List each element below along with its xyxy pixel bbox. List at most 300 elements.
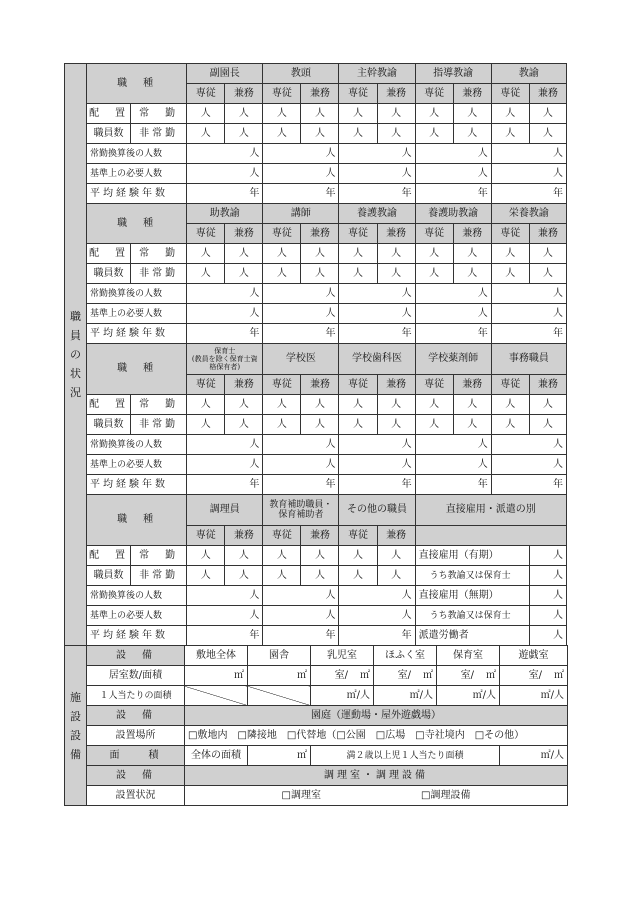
hijoukin-label: 非常勤	[131, 124, 187, 144]
area-label: 居室数/面積	[87, 666, 185, 686]
staff-count-field[interactable]: 人	[339, 104, 377, 124]
employment-title: 直接雇用・派遣の別	[415, 495, 566, 526]
kennin-label: 兼務	[301, 526, 339, 546]
employment-direct-open: 直接雇用（無期）	[415, 586, 529, 606]
room-name: 園舎	[248, 646, 311, 666]
section-char: 職	[70, 310, 82, 323]
total-area-field[interactable]: ㎡	[248, 746, 311, 766]
staff-total-field[interactable]: 人	[339, 455, 415, 475]
staff-total-field[interactable]: 年	[491, 184, 566, 204]
heikin-label: 平均経験年数	[87, 184, 187, 204]
diagonal-cell	[248, 686, 311, 706]
kijun-label: 基準上の必要人数	[87, 304, 187, 324]
building-area-field[interactable]: ㎡	[248, 666, 311, 686]
shokuinsu-label: 職員数	[87, 264, 131, 284]
kitchen-install-row	[65, 786, 568, 806]
staff-total-field[interactable]: 人	[415, 455, 491, 475]
job-title: 養護教諭	[339, 204, 415, 224]
staff-total-field[interactable]: 人	[187, 304, 263, 324]
staff-total-field[interactable]: 人	[491, 284, 566, 304]
staff-total-field[interactable]: 年	[491, 324, 566, 344]
staff-count-field[interactable]: 人	[225, 104, 263, 124]
staff-total-field[interactable]: 年	[187, 626, 263, 646]
setsubi-label: 設 備	[87, 766, 185, 786]
staff-count-field[interactable]: 人	[225, 415, 263, 435]
staff-count-field[interactable]: 人	[529, 124, 566, 144]
heikin-row	[65, 324, 567, 344]
staff-header-row	[65, 64, 567, 84]
job-title: 栄養教諭	[491, 204, 566, 224]
staff-count-field[interactable]: 人	[187, 264, 225, 284]
staff-count-field[interactable]: 人	[415, 244, 453, 264]
over2-area-field[interactable]: ㎡/人	[500, 746, 568, 766]
staff-total-field[interactable]: 人	[339, 304, 415, 324]
m2-unit: ㎡	[423, 669, 433, 681]
kansan-label: 常勤換算後の人数	[87, 284, 187, 304]
staff-total-field[interactable]: 人	[187, 164, 263, 184]
staff-count-field[interactable]: 人	[263, 395, 301, 415]
hijoukin-row	[65, 124, 567, 144]
job-title: 事務職員	[491, 344, 566, 375]
kennin-label: 兼務	[453, 84, 491, 104]
room-count-area-field[interactable]	[374, 666, 437, 686]
staff-count-field[interactable]: 人	[377, 124, 415, 144]
senju-label: 専従	[339, 526, 377, 546]
staff-count-field[interactable]: 人	[453, 264, 491, 284]
kennin-label: 兼務	[529, 224, 566, 244]
staff-total-field[interactable]: 人	[263, 284, 339, 304]
room-count-area-field[interactable]	[500, 666, 568, 686]
area-row-label: 面 積	[87, 746, 185, 766]
staff-count-field[interactable]: 人	[339, 244, 377, 264]
staff-total-field[interactable]: 年	[339, 184, 415, 204]
person-unit: 人	[529, 626, 566, 646]
per-person-field[interactable]: ㎡/人	[500, 686, 568, 706]
hijoukin-label: 非常勤	[131, 566, 187, 586]
staff-count-field[interactable]: 人	[377, 395, 415, 415]
senju-label: 専従	[263, 84, 301, 104]
staff-total-field[interactable]: 年	[415, 184, 491, 204]
staff-total-field[interactable]: 人	[339, 435, 415, 455]
kansan-row	[65, 284, 567, 304]
kennin-label: 兼務	[301, 224, 339, 244]
joukin-label: 常 勤	[131, 395, 187, 415]
hijoukin-row	[65, 415, 567, 435]
staff-total-field[interactable]: 年	[491, 475, 566, 495]
staff-count-field[interactable]: 人	[491, 104, 529, 124]
staff-count-field[interactable]: 人	[339, 415, 377, 435]
staff-count-field[interactable]: 人	[301, 244, 339, 264]
per-person-field[interactable]: ㎡/人	[374, 686, 437, 706]
room-count-area-field[interactable]	[437, 666, 500, 686]
heikin-label: 平均経験年数	[87, 475, 187, 495]
staff-total-field[interactable]: 人	[491, 144, 566, 164]
staff-count-field[interactable]: 人	[339, 546, 377, 566]
person-unit: 人	[529, 566, 566, 586]
job-title: 講師	[263, 204, 339, 224]
haichi-label: 配 置	[87, 104, 131, 124]
joukin-row	[65, 546, 567, 566]
staff-total-field[interactable]: 人	[491, 164, 566, 184]
staff-total-field[interactable]: 人	[187, 435, 263, 455]
m2-unit: ㎡	[360, 669, 370, 681]
joukin-row	[65, 244, 567, 264]
haichi-label: 配 置	[87, 244, 131, 264]
job-title: 教頭	[263, 64, 339, 84]
heikin-row	[65, 475, 567, 495]
staff-total-field[interactable]: 人	[491, 455, 566, 475]
staff-count-field[interactable]: 人	[301, 395, 339, 415]
staff-total-field[interactable]: 人	[415, 304, 491, 324]
staff-header-row	[65, 204, 567, 224]
staff-count-field[interactable]: 人	[377, 244, 415, 264]
staff-count-field[interactable]: 人	[263, 124, 301, 144]
room-count-area-field[interactable]	[311, 666, 374, 686]
staff-count-field[interactable]: 人	[187, 566, 225, 586]
staff-total-field[interactable]: 年	[415, 324, 491, 344]
section-char: 施	[70, 690, 81, 704]
staff-count-field[interactable]: 人	[187, 546, 225, 566]
staff-header-row	[65, 495, 567, 526]
staff-count-field[interactable]: 人	[529, 264, 566, 284]
job-title: 保育士 (教員を除く保育士資格保有者)	[187, 344, 263, 375]
staff-count-field[interactable]: 人	[187, 104, 225, 124]
haichi-label: 配 置	[87, 395, 131, 415]
staff-total-field[interactable]: 人	[339, 606, 415, 626]
location-row	[65, 726, 568, 746]
room-unit: 室/	[460, 669, 474, 681]
staff-count-field[interactable]: 人	[453, 415, 491, 435]
kennin-label: 兼務	[225, 224, 263, 244]
diagonal-cell	[185, 686, 248, 706]
staff-count-field[interactable]: 人	[377, 264, 415, 284]
section-char: 員	[70, 329, 82, 342]
staff-total-field[interactable]: 年	[415, 475, 491, 495]
staff-total-field[interactable]: 年	[263, 475, 339, 495]
staff-count-field[interactable]: 人	[263, 546, 301, 566]
room-name: 遊戯室	[500, 646, 568, 666]
kennin-label: 兼務	[225, 526, 263, 546]
facility-section-text	[70, 688, 82, 764]
location-options[interactable]: □敷地内 □隣接地 □代替地（□公園 □広場 □寺社境内 □その他）	[185, 726, 568, 746]
staff-total-field[interactable]: 年	[339, 475, 415, 495]
kijun-row	[65, 455, 567, 475]
staff-count-field[interactable]: 人	[301, 415, 339, 435]
staff-count-field[interactable]: 人	[187, 415, 225, 435]
kijun-row	[65, 304, 567, 324]
staff-count-field[interactable]: 人	[377, 546, 415, 566]
garden-title: 園庭（運動場・屋外遊戯場）	[185, 706, 568, 726]
kennin-label: 兼務	[225, 84, 263, 104]
staff-total-field[interactable]: 人	[263, 455, 339, 475]
staff-count-field[interactable]: 人	[225, 124, 263, 144]
job-title: 養護助教諭	[415, 204, 491, 224]
staff-total-field[interactable]: 人	[415, 164, 491, 184]
staff-count-field[interactable]: 人	[301, 546, 339, 566]
kennin-label: 兼務	[453, 224, 491, 244]
hijoukin-label: 非常勤	[131, 264, 187, 284]
senju-label: 専従	[263, 224, 301, 244]
staff-count-field[interactable]: 人	[453, 104, 491, 124]
staff-count-field[interactable]: 人	[301, 124, 339, 144]
joukin-label: 常 勤	[131, 244, 187, 264]
kansan-label: 常勤換算後の人数	[87, 435, 187, 455]
kennin-label: 兼務	[301, 375, 339, 395]
job-title: 学校医	[263, 344, 339, 375]
room-unit: 室/	[528, 669, 542, 681]
staff-total-field[interactable]: 人	[187, 586, 263, 606]
hijoukin-row	[65, 566, 567, 586]
kansan-row	[65, 144, 567, 164]
room-name: ほふく室	[374, 646, 437, 666]
staff-count-field[interactable]: 人	[187, 124, 225, 144]
senju-label: 専従	[263, 526, 301, 546]
kennin-label: 兼務	[377, 526, 415, 546]
staff-count-field[interactable]: 人	[491, 264, 529, 284]
senju-label: 専従	[339, 224, 377, 244]
staff-count-field[interactable]: 人	[187, 395, 225, 415]
staff-count-field[interactable]: 人	[491, 124, 529, 144]
shokushu-label: 職 種	[87, 64, 187, 104]
facility-section-label	[65, 646, 87, 806]
facility-table	[64, 645, 568, 806]
staff-count-field[interactable]: 人	[225, 546, 263, 566]
hijoukin-label: 非常勤	[131, 415, 187, 435]
room-area-row	[65, 666, 568, 686]
job-title: 教育補助職員・保育補助者	[263, 495, 339, 526]
staff-total-field[interactable]: 人	[339, 586, 415, 606]
room-unit: 室/	[397, 669, 411, 681]
staff-total-field[interactable]: 年	[339, 626, 415, 646]
over2-area-label: 満２歳以上児１人当たり面積	[311, 746, 500, 766]
joukin-row	[65, 104, 567, 124]
kennin-label: 兼務	[377, 375, 415, 395]
staff-count-field[interactable]: 人	[339, 566, 377, 586]
kitchen-option-checkbox[interactable]: □調理室	[281, 789, 321, 801]
kitchen-option-checkbox[interactable]: □調理設備	[421, 789, 471, 801]
staff-total-field[interactable]: 人	[339, 284, 415, 304]
staff-count-field[interactable]: 人	[263, 566, 301, 586]
room-unit: 室/	[334, 669, 348, 681]
staff-count-field[interactable]: 人	[263, 244, 301, 264]
staff-total-field[interactable]: 人	[263, 144, 339, 164]
staff-total-field[interactable]: 人	[263, 304, 339, 324]
person-unit: 人	[529, 546, 566, 566]
staff-count-field[interactable]: 人	[529, 415, 566, 435]
shokuinsu-label: 職員数	[87, 415, 131, 435]
senju-label: 専従	[415, 375, 453, 395]
haichi-label: 配 置	[87, 546, 131, 566]
staff-total-field[interactable]: 年	[263, 626, 339, 646]
job-title: 助教諭	[187, 204, 263, 224]
staff-count-field[interactable]: 人	[491, 415, 529, 435]
employment-dispatch: 派遣労働者	[415, 626, 529, 646]
staff-section-text	[70, 307, 82, 402]
senju-label: 専従	[339, 84, 377, 104]
staff-count-field[interactable]: 人	[491, 395, 529, 415]
staff-total-field[interactable]: 人	[415, 435, 491, 455]
staff-count-field[interactable]: 人	[301, 264, 339, 284]
staff-count-field[interactable]: 人	[339, 264, 377, 284]
per-person-row	[65, 686, 568, 706]
staff-count-field[interactable]: 人	[263, 415, 301, 435]
staff-count-field[interactable]: 人	[225, 244, 263, 264]
staff-count-field[interactable]: 人	[529, 395, 566, 415]
staff-facility-form	[64, 63, 567, 806]
kennin-label: 兼務	[377, 84, 415, 104]
garden-header-row	[65, 706, 568, 726]
staff-count-field[interactable]: 人	[415, 264, 453, 284]
staff-count-field[interactable]: 人	[491, 244, 529, 264]
employment-direct-fixed: 直接雇用（有期）	[415, 546, 529, 566]
staff-count-field[interactable]: 人	[377, 415, 415, 435]
staff-total-field[interactable]: 人	[263, 164, 339, 184]
senju-label: 専従	[187, 224, 225, 244]
staff-total-field[interactable]: 人	[491, 435, 566, 455]
kennin-label: 兼務	[377, 224, 415, 244]
job-title: 調理員	[187, 495, 263, 526]
staff-total-field[interactable]: 年	[263, 184, 339, 204]
shokuinsu-label: 職員数	[87, 124, 131, 144]
staff-header-row	[65, 344, 567, 375]
staff-total-field[interactable]: 年	[339, 324, 415, 344]
section-char: 設	[70, 728, 81, 742]
kansan-label: 常勤換算後の人数	[87, 586, 187, 606]
room-header-row	[65, 646, 568, 666]
senju-label: 専従	[415, 224, 453, 244]
staff-total-field[interactable]: 人	[187, 455, 263, 475]
total-area-label: 全体の面積	[185, 746, 248, 766]
heikin-label: 平均経験年数	[87, 324, 187, 344]
heikin-row	[65, 184, 567, 204]
senju-label: 専従	[491, 224, 529, 244]
senju-label: 専従	[491, 375, 529, 395]
person-unit: 人	[529, 606, 566, 626]
staff-count-field[interactable]: 人	[415, 415, 453, 435]
staff-count-field[interactable]: 人	[415, 124, 453, 144]
staff-count-field[interactable]: 人	[225, 566, 263, 586]
staff-count-field[interactable]: 人	[339, 124, 377, 144]
kijun-label: 基準上の必要人数	[87, 455, 187, 475]
joukin-label: 常 勤	[131, 546, 187, 566]
employment-direct-fixed-teacher: うち教諭又は保育士	[415, 566, 529, 586]
staff-count-field[interactable]: 人	[453, 124, 491, 144]
shokushu-label: 職 種	[87, 344, 187, 395]
staff-count-field[interactable]: 人	[301, 104, 339, 124]
shokushu-label: 職 種	[87, 204, 187, 244]
staff-total-field[interactable]: 年	[187, 324, 263, 344]
kansan-row	[65, 435, 567, 455]
kitchen-title: 調理室・調理設備	[185, 766, 568, 786]
staff-count-field[interactable]: 人	[415, 104, 453, 124]
senju-label: 専従	[187, 375, 225, 395]
staff-total-field[interactable]: 年	[263, 324, 339, 344]
kijun-label: 基準上の必要人数	[87, 164, 187, 184]
room-name: 敷地全体	[185, 646, 248, 666]
staff-count-field[interactable]: 人	[225, 395, 263, 415]
staff-section-label	[65, 64, 87, 646]
staff-count-field[interactable]: 人	[415, 395, 453, 415]
site-area-field[interactable]: ㎡	[185, 666, 248, 686]
kennin-label: 兼務	[529, 375, 566, 395]
staff-count-field[interactable]: 人	[263, 104, 301, 124]
staff-count-field[interactable]: 人	[453, 244, 491, 264]
staff-count-field[interactable]: 人	[529, 104, 566, 124]
staff-count-field[interactable]: 人	[187, 244, 225, 264]
staff-total-field[interactable]: 人	[187, 144, 263, 164]
job-title: その他の職員	[339, 495, 415, 526]
room-name: 保育室	[437, 646, 500, 666]
staff-count-field[interactable]: 人	[225, 264, 263, 284]
kennin-label: 兼務	[225, 375, 263, 395]
staff-total-field[interactable]: 人	[263, 435, 339, 455]
section-char: 備	[70, 747, 81, 761]
staff-count-field[interactable]: 人	[263, 264, 301, 284]
staff-count-field[interactable]: 人	[377, 566, 415, 586]
staff-total-field[interactable]: 年	[187, 475, 263, 495]
kijun-row	[65, 164, 567, 184]
joukin-row	[65, 395, 567, 415]
kansan-label: 常勤換算後の人数	[87, 144, 187, 164]
staff-total-field[interactable]: 人	[339, 164, 415, 184]
staff-total-field[interactable]: 人	[263, 606, 339, 626]
m2-unit: ㎡	[486, 669, 496, 681]
staff-total-field[interactable]: 年	[187, 184, 263, 204]
senju-label: 専従	[187, 84, 225, 104]
staff-total-field[interactable]: 人	[263, 586, 339, 606]
heikin-label: 平均経験年数	[87, 626, 187, 646]
per-person-field[interactable]: ㎡/人	[437, 686, 500, 706]
hijoukin-row	[65, 264, 567, 284]
staff-total-field[interactable]: 人	[187, 606, 263, 626]
section-char: 設	[70, 709, 81, 723]
kijun-label: 基準上の必要人数	[87, 606, 187, 626]
kennin-label: 兼務	[529, 84, 566, 104]
staff-total-field[interactable]: 人	[415, 284, 491, 304]
job-title: 主幹教諭	[339, 64, 415, 84]
shokuinsu-label: 職員数	[87, 566, 131, 586]
kansan-row	[65, 586, 567, 606]
staff-total-field[interactable]: 人	[187, 284, 263, 304]
section-char: 状	[70, 367, 82, 380]
staff-total-field[interactable]: 人	[339, 144, 415, 164]
senju-label: 専従	[187, 526, 225, 546]
job-title: 学校薬剤師	[415, 344, 491, 375]
job-title: 副園長	[187, 64, 263, 84]
staff-total-field[interactable]: 人	[415, 144, 491, 164]
staff-count-field[interactable]: 人	[339, 395, 377, 415]
job-title: 学校歯科医	[339, 344, 415, 375]
staff-count-field[interactable]: 人	[377, 104, 415, 124]
person-unit: 人	[529, 586, 566, 606]
location-label: 設置場所	[87, 726, 185, 746]
heikin-row	[65, 626, 567, 646]
staff-count-field[interactable]: 人	[529, 244, 566, 264]
staff-total-field[interactable]: 人	[491, 304, 566, 324]
section-char: の	[70, 348, 82, 361]
kijun-row	[65, 606, 567, 626]
joukin-label: 常 勤	[131, 104, 187, 124]
job-title: 教諭	[491, 64, 566, 84]
room-name: 乳児室	[311, 646, 374, 666]
staff-count-field[interactable]: 人	[301, 566, 339, 586]
m2-unit: ㎡	[554, 669, 564, 681]
staff-count-field[interactable]: 人	[453, 395, 491, 415]
staff-table	[64, 63, 567, 646]
per-person-field[interactable]: ㎡/人	[311, 686, 374, 706]
senju-label: 専従	[339, 375, 377, 395]
kennin-label: 兼務	[301, 84, 339, 104]
